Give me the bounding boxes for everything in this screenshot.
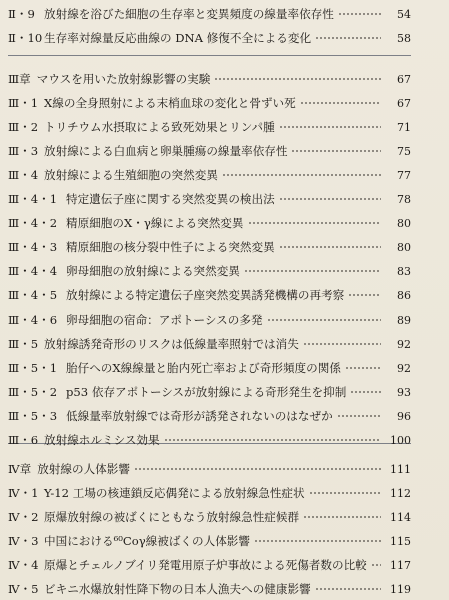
toc-section-title: 放射線による生殖細胞の突然変異 xyxy=(44,168,218,182)
dot-leader xyxy=(134,468,381,470)
toc-entry[interactable] xyxy=(8,116,411,138)
toc-section-number: Ⅲ・2 xyxy=(8,120,39,134)
toc-section-number: Ⅳ・5 xyxy=(8,582,39,596)
toc-entry[interactable] xyxy=(8,333,411,355)
toc-page-number: 100 xyxy=(390,433,411,447)
toc-page-number: 119 xyxy=(390,582,411,596)
toc-entry[interactable] xyxy=(8,3,411,25)
toc-section-number: Ⅳ・2 xyxy=(8,510,39,524)
toc-page-number: 78 xyxy=(397,192,411,206)
dot-leader xyxy=(303,343,381,345)
toc-section-title: 放射線の人体影響 xyxy=(37,462,130,476)
toc-chapter-entry[interactable] xyxy=(8,458,411,480)
dot-leader xyxy=(303,516,381,518)
toc-section-number: Ⅲ・4・5 xyxy=(8,288,58,302)
toc-page-number: 115 xyxy=(390,534,411,548)
dot-leader xyxy=(315,588,381,590)
toc-section-title: p53 依存アポトーシスが放射線による奇形発生を抑制 xyxy=(66,385,347,399)
dot-leader xyxy=(338,13,381,15)
toc-section-number: Ⅲ・4・2 xyxy=(8,216,58,230)
toc-section-number: Ⅲ・5・2 xyxy=(8,385,58,399)
toc-section-number: Ⅲ・6 xyxy=(8,433,39,447)
toc-entry[interactable] xyxy=(8,357,411,379)
toc-page-number: 92 xyxy=(397,361,411,375)
dot-leader xyxy=(248,222,382,224)
dot-leader xyxy=(337,415,381,417)
dot-leader xyxy=(300,102,381,104)
toc-section-number: Ⅲ・1 xyxy=(8,96,39,110)
toc-section-title: 卵母細胞の宿命：アポトーシスの多発 xyxy=(66,313,263,327)
toc-entry[interactable] xyxy=(8,506,411,528)
toc-page-number: 93 xyxy=(397,385,411,399)
dot-leader xyxy=(267,319,381,321)
toc-section-number: Ⅲ・5 xyxy=(8,337,39,351)
toc-entry[interactable] xyxy=(8,309,411,331)
dot-leader xyxy=(214,78,381,80)
toc-page-number: 86 xyxy=(397,288,411,302)
toc-section-number: Ⅲ・4・4 xyxy=(8,264,58,278)
toc-section-number: Ⅳ章 xyxy=(8,462,32,476)
toc-section-number: Ⅲ・4・3 xyxy=(8,240,58,254)
toc-entry[interactable] xyxy=(8,236,411,258)
toc-page-number: 83 xyxy=(397,264,411,278)
toc-entry[interactable] xyxy=(8,530,411,552)
toc-section-title: 放射線ホルミシス効果 xyxy=(44,433,160,447)
dot-leader xyxy=(279,246,381,248)
toc-entry[interactable] xyxy=(8,381,411,403)
dot-leader xyxy=(371,564,381,566)
toc-section-title: 精原細胞のX・γ線による突然変異 xyxy=(66,216,244,230)
toc-section-number: Ⅲ・4・6 xyxy=(8,313,58,327)
toc-section-title: マウスを用いた放射線影響の実験 xyxy=(36,72,211,86)
dot-leader xyxy=(254,540,381,542)
toc-entry[interactable] xyxy=(8,140,411,162)
toc-entry[interactable] xyxy=(8,482,411,504)
toc-section-title: 卵母細胞の放射線による突然変異 xyxy=(66,264,240,278)
dot-leader xyxy=(164,439,381,441)
toc-page-number: 92 xyxy=(397,337,411,351)
toc-section-number: Ⅲ・5・3 xyxy=(8,409,58,423)
dot-leader xyxy=(279,198,381,200)
dot-leader xyxy=(350,391,381,393)
dot-leader xyxy=(348,294,381,296)
toc-section-number: Ⅳ・3 xyxy=(8,534,39,548)
toc-page-number: 54 xyxy=(397,7,411,21)
toc-section-number: Ⅳ・4 xyxy=(8,558,39,572)
toc-section-number: Ⅲ・4 xyxy=(8,168,39,182)
toc-entry[interactable] xyxy=(8,554,411,576)
toc-section-title: ビキニ水爆放射性降下物の日本人漁夫への健康影響 xyxy=(44,582,311,596)
toc-entry[interactable] xyxy=(8,405,411,427)
toc-entry[interactable] xyxy=(8,212,411,234)
toc-page-number: 67 xyxy=(397,96,411,110)
toc-entry[interactable] xyxy=(8,92,411,114)
toc-page-number: 96 xyxy=(397,409,411,423)
toc-section-title: 放射線誘発奇形のリスクは低線量率照射では消失 xyxy=(44,337,299,351)
toc-page-number: 58 xyxy=(397,31,411,45)
toc-entry[interactable] xyxy=(8,429,411,451)
section-divider xyxy=(8,55,411,56)
toc-section-title: 中国における⁶⁰Coγ線被ばくの人体影響 xyxy=(44,534,250,548)
dot-leader xyxy=(315,37,381,39)
dot-leader xyxy=(222,174,381,176)
toc-page-number: 80 xyxy=(397,240,411,254)
toc-entry[interactable] xyxy=(8,578,411,600)
toc-section-title: 精原細胞の核分裂中性子による突然変異 xyxy=(66,240,275,254)
toc-section-number: Ⅱ・10 xyxy=(8,31,43,45)
toc-page-number: 112 xyxy=(390,486,411,500)
toc-section-number: Ⅲ・5・1 xyxy=(8,361,58,375)
toc-page-number: 89 xyxy=(397,313,411,327)
toc-page-number: 71 xyxy=(397,120,411,134)
toc-page-number: 75 xyxy=(397,144,411,158)
toc-entry[interactable] xyxy=(8,164,411,186)
toc-page-number: 67 xyxy=(397,72,411,86)
toc-chapter-entry[interactable] xyxy=(8,68,411,90)
toc-section-title: 原爆とチェルノブイリ発電用原子炉事故による死傷者数の比較 xyxy=(44,558,367,572)
toc-page-number: 77 xyxy=(397,168,411,182)
toc-page-number: 111 xyxy=(390,462,411,476)
toc-section-number: Ⅳ・1 xyxy=(8,486,39,500)
toc-entry[interactable] xyxy=(8,260,411,282)
dot-leader xyxy=(345,367,381,369)
toc-section-title: 胎仔へのX線線量と胎内死亡率および奇形頻度の関係 xyxy=(66,361,341,375)
dot-leader xyxy=(291,150,381,152)
toc-section-title: 生存率対線量反応曲線の DNA 修復不全による変化 xyxy=(44,31,312,45)
toc-entry[interactable] xyxy=(8,284,411,306)
toc-section-title: 放射線による特定遺伝子座突然変異誘発機構の再考察 xyxy=(66,288,345,302)
dot-leader xyxy=(309,492,381,494)
toc-section-number: Ⅲ章 xyxy=(8,72,31,86)
toc-section-number: Ⅱ・9 xyxy=(8,7,35,21)
toc-section-title: 原爆放射線の被ばくにともなう放射線急性症候群 xyxy=(44,510,300,524)
dot-leader xyxy=(244,270,381,272)
toc-section-number: Ⅲ・3 xyxy=(8,144,39,158)
toc-page-number: 80 xyxy=(397,216,411,230)
toc-page-number: 114 xyxy=(390,510,411,524)
toc-entry[interactable] xyxy=(8,27,411,49)
toc-section-title: 特定遺伝子座に関する突然変異の検出法 xyxy=(66,192,275,206)
toc-section-title: 低線量率放射線では奇形が誘発されないのはなぜか xyxy=(66,409,333,423)
toc-section-number: Ⅲ・4・1 xyxy=(8,192,58,206)
dot-leader xyxy=(279,126,381,128)
toc-section-title: トリチウム水摂取による致死効果とリンパ腫 xyxy=(44,120,275,134)
toc-section-title: 放射線による白血病と卵巣腫瘍の線量率依存性 xyxy=(44,144,288,158)
toc-section-title: Y-12 工場の核連鎖反応偶発による放射線急性症状 xyxy=(44,486,305,500)
toc-page-number: 117 xyxy=(390,558,411,572)
toc-entry[interactable] xyxy=(8,188,411,210)
toc-section-title: X線の全身照射による末梢血球の変化と骨ずい死 xyxy=(44,96,296,110)
toc-section-title: 放射線を浴びた細胞の生存率と変異頻度の線量率依存性 xyxy=(44,7,334,21)
